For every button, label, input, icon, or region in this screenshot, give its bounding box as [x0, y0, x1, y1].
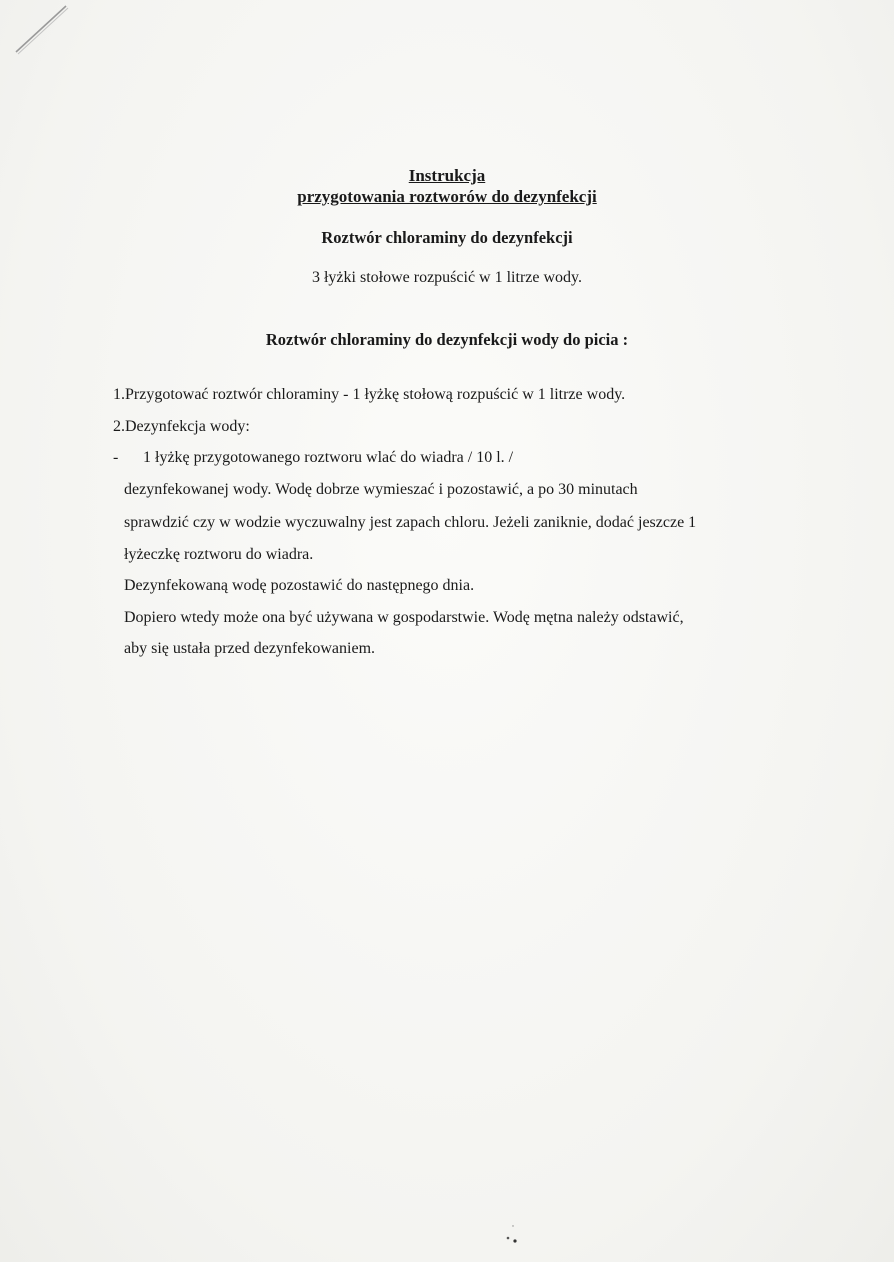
- document-subtitle: przygotowania roztworów do dezynfekcji: [297, 187, 597, 206]
- instruction-line-1: 1 łyżkę przygotowanego roztworu wlać do wiadra / 10 l. /: [143, 449, 514, 466]
- step-1: 1.Przygotować roztwór chloraminy - 1 łyżkę stołową rozpuścić w 1 litrze wody.: [113, 386, 626, 403]
- instruction-line-4: łyżeczkę roztworu do wiadra.: [124, 546, 314, 563]
- step-2: 2.Dezynfekcja wody:: [113, 418, 250, 435]
- list-dash: -: [113, 449, 119, 466]
- section1-instruction: 3 łyżki stołowe rozpuścić w 1 litrze wody.: [311, 269, 582, 286]
- instruction-line-3: sprawdzić czy w wodzie wyczuwalny jest zapach chloru. Jeżeli zaniknie, dodać jeszcze 1: [124, 514, 697, 531]
- instruction-line-6: Dopiero wtedy może ona być używana w gospodarstwie. Wodę mętna należy odstawić,: [124, 609, 684, 626]
- document-header: [0, 165, 894, 207]
- section2-heading: Roztwór chloraminy do dezynfekcji wody do picia :: [265, 330, 629, 349]
- instruction-line-2: dezynfekowanej wody. Wodę dobrze wymieszać i pozostawić, a po 30 minutach: [124, 481, 638, 498]
- instruction-line-7: aby się ustała przed dezynfekowaniem.: [124, 640, 376, 657]
- section1-heading: Roztwór chloraminy do dezynfekcji: [321, 228, 573, 247]
- document-title: Instrukcja: [408, 166, 486, 185]
- instruction-line-5: Dezynfekowaną wodę pozostawić do następnego dnia.: [124, 577, 475, 594]
- pen-stroke-mark: [10, 0, 72, 60]
- ink-dots-mark: [500, 1220, 530, 1250]
